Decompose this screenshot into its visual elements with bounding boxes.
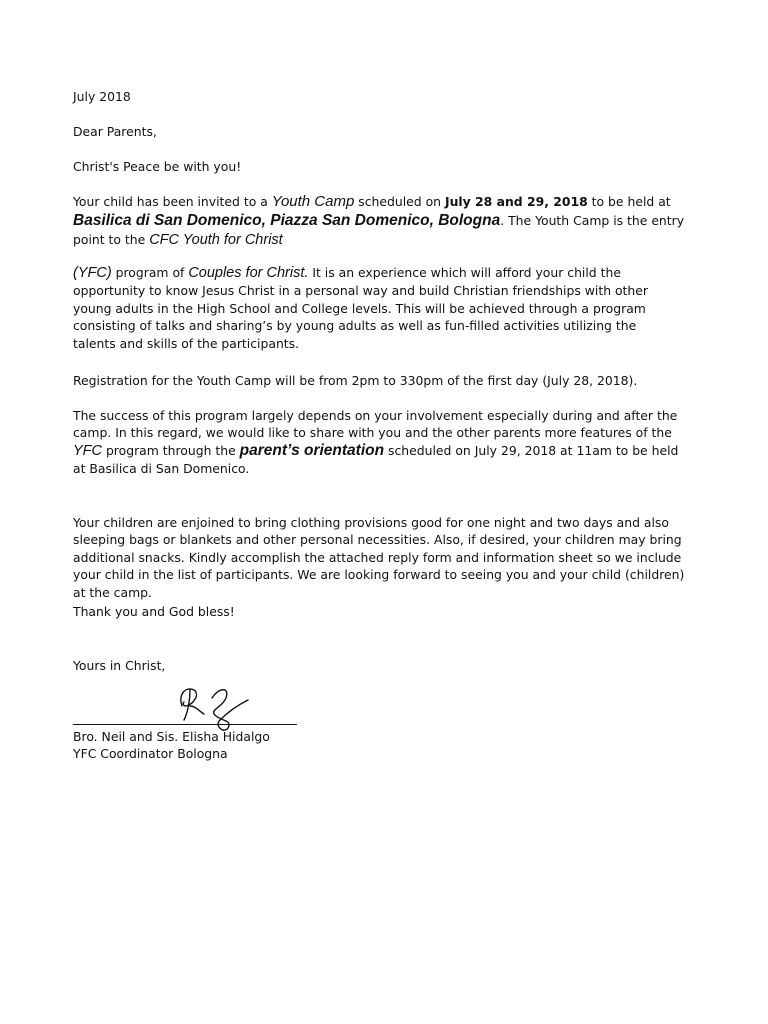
letter-date: July 2018 <box>73 89 131 104</box>
signer-name: Bro. Neil and Sis. Elisha Hidalgo <box>73 729 270 744</box>
paragraph-orientation <box>73 407 693 478</box>
camp-dates: July 28 and 29, 2018 <box>444 194 588 209</box>
p1-text-d: . The Youth Camp is the entry point to the <box>73 213 685 247</box>
yfc-emphasis: YFC <box>73 442 102 459</box>
signer-title: YFC Coordinator Bologna <box>73 746 228 761</box>
p1-text-b: scheduled on <box>354 194 445 209</box>
p4-text-b: program through the <box>102 442 240 458</box>
p4-text-a: The success of this program largely depends on your involvement especially during and after the camp. In this regard, we would like to share with you and the other parents more features of the <box>73 408 678 441</box>
p2-text-a: program of <box>111 265 189 280</box>
paragraph-program <box>73 264 663 352</box>
parents-orientation-emphasis: parent’s orientation <box>239 441 385 459</box>
youth-camp-emphasis: Youth Camp <box>271 193 355 210</box>
p1-text-c: to be held at <box>587 194 671 209</box>
paragraph-provisions: Your children are enjoined to bring clothing provisions good for one night and two days and also sleeping bags or blankets and other personal necessities. Also, if desired, your children may bring additional snacks. Kindly accomplish the attached reply form and information sheet so we include your child in the list of participants. We are looking forward to seeing you and your child (children) at the camp. <box>73 515 685 600</box>
thanks-line: Thank you and God bless! <box>73 604 235 619</box>
couples-for-christ-emphasis: Couples for Christ. <box>188 265 309 281</box>
camp-venue: Basilica di San Domenico, Piazza San Domenico, Bologna <box>73 212 501 229</box>
cfc-yfc-emphasis: CFC Youth for Christ <box>149 232 283 248</box>
closing-line: Yours in Christ, <box>73 658 166 673</box>
signature-line <box>73 724 297 725</box>
p1-text-a: Your child has been invited to a <box>73 194 272 209</box>
paragraph-invitation <box>73 192 688 250</box>
p2-text-b: It is an experience which will afford your child the opportunity to know Jesus Christ in a personal way and build Christian friendships with other young adults in the High School and College levels. This will be achieved through a program consisting of talks and sharing’s by young adults as well as fun-filled activities utilizing the talents and skills of the participants. <box>73 265 648 351</box>
p4-text-c: scheduled on July 29, 2018 at 11am to be held at Basilica di San Domenico. <box>73 442 679 477</box>
yfc-abbrev: (YFC) <box>73 265 112 281</box>
paragraph-registration: Registration for the Youth Camp will be from 2pm to 330pm of the first day (July 28, 2018). <box>73 373 638 388</box>
greeting: Christ's Peace be with you! <box>73 159 242 174</box>
salutation: Dear Parents, <box>73 124 157 139</box>
